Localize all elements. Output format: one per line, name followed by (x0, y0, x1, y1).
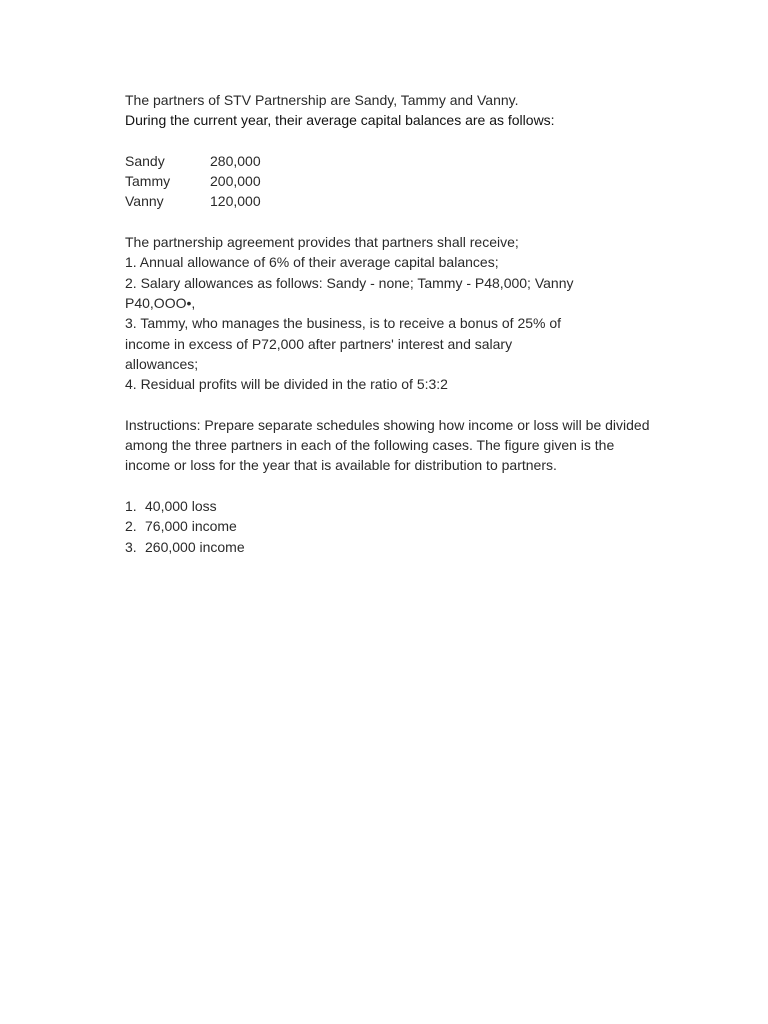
partner-name: Tammy (125, 173, 171, 190)
capital-row (125, 171, 745, 191)
document-page (125, 90, 745, 557)
agreement-heading: The partnership agreement provides that partners shall receive; (125, 234, 519, 251)
spacer (125, 131, 745, 151)
intro-line-2: During the current year, their average capital balances are as follows: (125, 112, 555, 129)
instructions-line: Instructions: Prepare separate schedules showing how income or loss will be divided (125, 416, 650, 433)
capital-row (125, 191, 745, 211)
agreement-line: 3. Tammy, who manages the business, is to receive a bonus of 25% of (125, 315, 562, 332)
case-number: 3. (125, 538, 137, 555)
case-number: 1. (125, 497, 137, 514)
capital-amount: 200,000 (210, 173, 261, 190)
agreement-line: allowances; (125, 355, 199, 372)
spacer (125, 476, 745, 496)
agreement-line: P40,OOO•, (125, 294, 196, 311)
case-text: 76,000 income (145, 518, 237, 535)
case-item (125, 516, 745, 536)
partner-name: Vanny (125, 193, 164, 210)
capital-balances-list (125, 151, 745, 212)
instructions-line: among the three partners in each of the following cases. The figure given is the (125, 437, 615, 454)
instructions-line: income or loss for the year that is available for distribution to partners. (125, 457, 557, 474)
case-text: 40,000 loss (145, 497, 217, 514)
case-item (125, 496, 745, 516)
spacer (125, 394, 745, 414)
capital-amount: 120,000 (210, 193, 261, 210)
case-text: 260,000 income (145, 538, 245, 555)
case-item (125, 537, 745, 557)
instructions-section (125, 415, 745, 476)
cases-list (125, 496, 745, 557)
intro-line-1: The partners of STV Partnership are Sandy, Tammy and Vanny. (125, 92, 519, 108)
partner-name: Sandy (125, 152, 165, 169)
capital-row (125, 151, 745, 171)
agreement-line: 1. Annual allowance of 6% of their average capital balances; (125, 254, 499, 271)
capital-amount: 280,000 (210, 152, 261, 169)
spacer (125, 212, 745, 232)
agreement-line: income in excess of P72,000 after partners' interest and salary (125, 335, 513, 352)
agreement-line: 2. Salary allowances as follows: Sandy - none; Tammy - P48,000; Vanny (125, 274, 574, 291)
case-number: 2. (125, 518, 137, 535)
agreement-line: 4. Residual profits will be divided in the ratio of 5:3:2 (125, 376, 448, 393)
agreement-section (125, 232, 745, 394)
